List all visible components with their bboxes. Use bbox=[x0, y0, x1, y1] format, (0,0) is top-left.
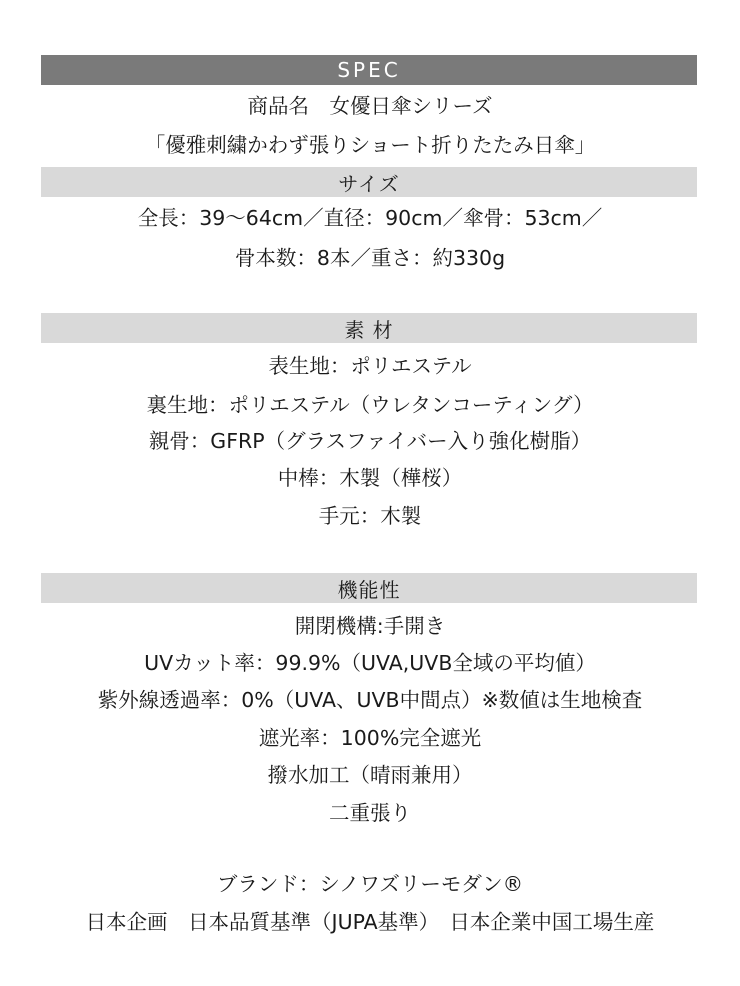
function-light-blocking: 遮光率：100%完全遮光 bbox=[258, 726, 482, 750]
size-header: サイズ bbox=[41, 167, 697, 197]
product-name: 商品名 女優日傘シリーズ bbox=[247, 94, 493, 118]
function-double-layer: 二重張り bbox=[329, 801, 411, 825]
function-uv-transmission: 紫外線透過率：0%（UVA、UVB中間点）※数値は生地検査 bbox=[97, 688, 643, 712]
material-handle: 手元：木製 bbox=[318, 504, 422, 528]
brand-line: ブランド：シノワズリーモダン® bbox=[216, 872, 524, 896]
size-line-1: 全長：39〜64cm／直径：90cm／傘骨：53cm／ bbox=[137, 206, 603, 230]
material-outer-fabric: 表生地：ポリエステル bbox=[268, 354, 472, 378]
origin-line: 日本企画 日本品質基準（JUPA基準） 日本企業中国工場生産 bbox=[85, 910, 655, 934]
material-inner-fabric: 裏生地：ポリエステル（ウレタンコーティング） bbox=[146, 393, 594, 417]
function-opening: 開閉機構:手開き bbox=[294, 614, 446, 638]
size-line-2: 骨本数：8本／重さ：約330g bbox=[234, 246, 506, 270]
spec-header: SPEC bbox=[41, 55, 697, 85]
function-header: 機能性 bbox=[41, 573, 697, 603]
product-subtitle: 「優雅刺繍かわず張りショート折りたたみ日傘」 bbox=[144, 133, 596, 157]
material-header: 素 材 bbox=[41, 313, 697, 343]
function-uv-cut: UVカット率：99.9%（UVA,UVB全域の平均値） bbox=[144, 651, 596, 675]
material-ribs: 親骨：GFRP（グラスファイバー入り強化樹脂） bbox=[148, 429, 592, 453]
material-shaft: 中棒：木製（樺桜） bbox=[277, 466, 463, 490]
function-water-repellent: 撥水加工（晴雨兼用） bbox=[267, 763, 473, 787]
